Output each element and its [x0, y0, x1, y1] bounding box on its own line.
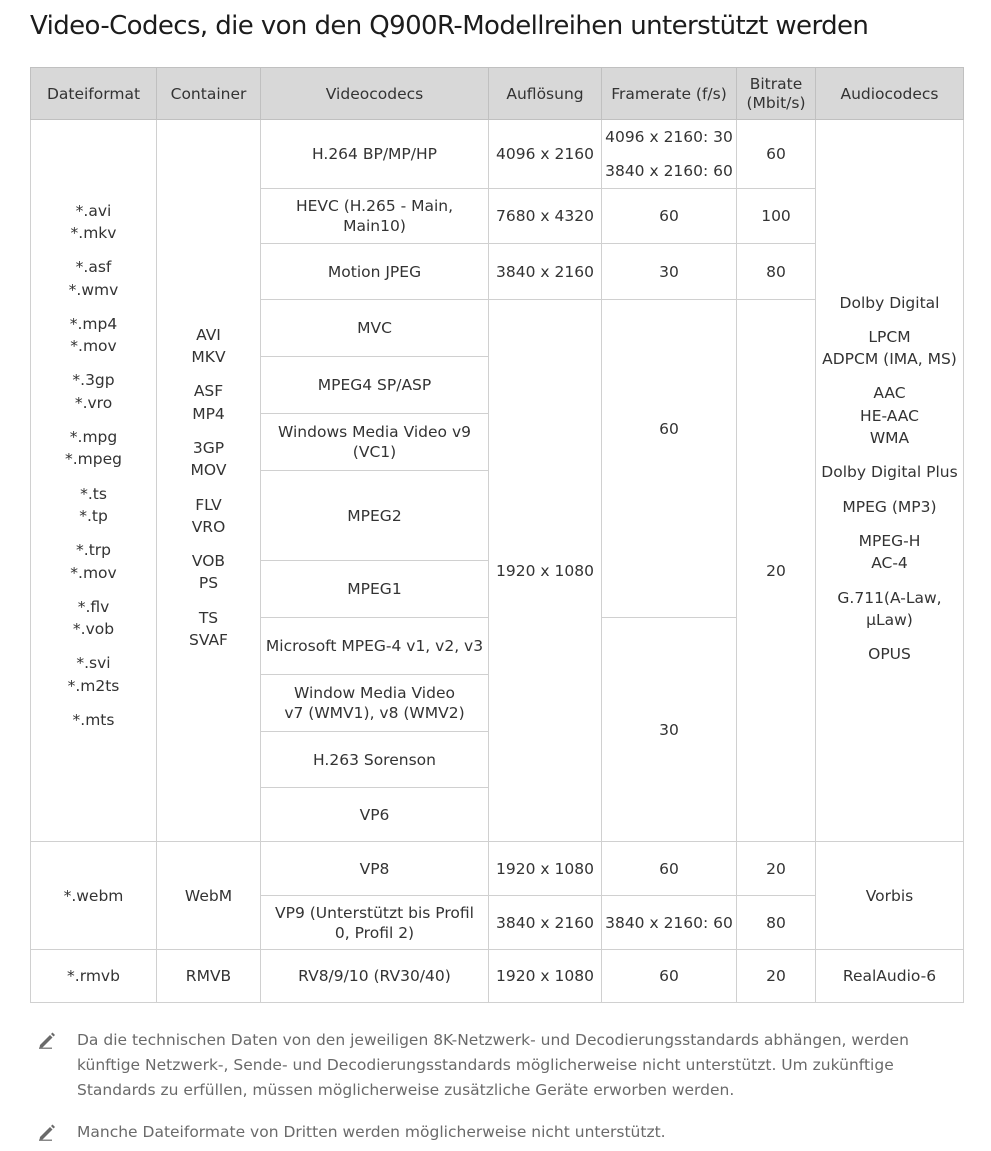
table-row [31, 120, 964, 189]
format-item: *.avi [75, 201, 112, 220]
containers-cell [157, 120, 261, 842]
codec-cell: MPEG2 [261, 471, 489, 561]
header-framerate: Framerate (f/s) [602, 68, 737, 120]
header-container: Container [157, 68, 261, 120]
bitrate-cell: 80 [737, 896, 816, 950]
format-item: *.mov [70, 337, 117, 356]
framerate-cell: 30 [602, 618, 737, 842]
format-item: *.svi [76, 654, 111, 673]
codec-table [30, 67, 964, 1003]
resolution-cell: 1920 x 1080 [489, 300, 602, 842]
framerate-cell: 3840 x 2160: 60 [602, 896, 737, 950]
formats-cell [31, 120, 157, 842]
table-row [31, 842, 964, 896]
resolution-cell: 4096 x 2160 [489, 120, 602, 189]
page-title: Video-Codecs, die von den Q900R-Modellreihen unterstützt werden [30, 11, 869, 41]
format-item: *.m2ts [67, 676, 120, 695]
audio-item: G.711(A-Law, µLaw) [837, 588, 942, 629]
codec-cell: MVC [261, 300, 489, 357]
resolution-cell: 3840 x 2160 [489, 896, 602, 950]
audio-item: ADPCM (IMA, MS) [822, 350, 957, 369]
container-cell: WebM [157, 842, 261, 950]
resolution-cell: 3840 x 2160 [489, 244, 602, 300]
codec-cell: Window Media Video v7 (WMV1), v8 (WMV2) [261, 675, 489, 732]
bitrate-cell: 20 [737, 300, 816, 842]
resolution-cell: 7680 x 4320 [489, 189, 602, 244]
audio-cell: Vorbis [816, 842, 964, 950]
header-videocodecs: Videocodecs [261, 68, 489, 120]
codec-cell: Windows Media Video v9 (VC1) [261, 414, 489, 471]
format-item: *.vob [72, 620, 115, 639]
framerate-cell: 60 [602, 842, 737, 896]
bitrate-cell: 20 [737, 842, 816, 896]
container-item: MP4 [192, 404, 225, 423]
codec-cell: HEVC (H.265 - Main, Main10) [261, 189, 489, 244]
header-row [31, 68, 964, 120]
audio-item: OPUS [868, 645, 911, 664]
container-item: MOV [190, 461, 227, 480]
pencil-icon [38, 1123, 56, 1141]
note-item [30, 1028, 960, 1103]
audio-item: HE-AAC [860, 406, 919, 425]
audio-list [819, 292, 960, 666]
audio-item: Dolby Digital [839, 293, 940, 312]
container-list [160, 324, 257, 652]
format-item: *.trp [76, 541, 111, 560]
codec-cell: VP8 [261, 842, 489, 896]
header-audiocodecs: Audiocodecs [816, 68, 964, 120]
codec-cell: RV8/9/10 (RV30/40) [261, 950, 489, 1003]
framerate-cell: 60 [602, 950, 737, 1003]
framerate-cell: 60 [602, 189, 737, 244]
codec-cell: Motion JPEG [261, 244, 489, 300]
format-item: *.3gp [72, 371, 115, 390]
container-item: MKV [191, 348, 226, 367]
codec-cell: MPEG4 SP/ASP [261, 357, 489, 414]
resolution-cell: 1920 x 1080 [489, 842, 602, 896]
audio-cell [816, 120, 964, 842]
container-item: VRO [191, 517, 226, 536]
audio-item: AAC [873, 384, 906, 403]
pencil-icon [38, 1031, 56, 1049]
header-dateiformat: Dateiformat [31, 68, 157, 120]
header-bitrate: Bitrate (Mbit/s) [737, 68, 816, 120]
format-item: *.tp [79, 506, 108, 525]
audio-item: WMA [869, 429, 910, 448]
container-item: PS [198, 574, 219, 593]
format-item: *.mkv [70, 223, 117, 242]
format-item: *.mpeg [65, 450, 122, 469]
codec-cell: VP9 (Unterstützt bis Profil 0, Profil 2) [261, 896, 489, 950]
audio-cell: RealAudio-6 [816, 950, 964, 1003]
format-item: *.mp4 [69, 314, 118, 333]
container-item: ASF [193, 382, 224, 401]
bitrate-cell: 80 [737, 244, 816, 300]
format-item: *.mpg [69, 428, 118, 447]
audio-item: AC-4 [871, 554, 908, 573]
container-cell: RMVB [157, 950, 261, 1003]
resolution-cell: 1920 x 1080 [489, 950, 602, 1003]
format-item: *.ts [80, 484, 107, 503]
notes [30, 1028, 960, 1145]
format-item: *.mts [72, 711, 115, 730]
container-item: FLV [195, 495, 222, 514]
format-item: *.vro [74, 393, 113, 412]
codec-cell: H.263 Sorenson [261, 732, 489, 788]
format-list [34, 200, 153, 732]
format-cell: *.rmvb [31, 950, 157, 1003]
framerate-cell: 30 [602, 244, 737, 300]
note-text: Da die technischen Daten von den jeweiligen 8K-Netzwerk- und Decodierungsstandards abhängen, werden künftige Netzwerk-, Sende- und Decodierungsstandards möglicherweise nicht unterstützt. Um zukünftige Standards zu erfüllen, müssen möglicherweise zusätzliche Geräte erworben werden. [77, 1031, 909, 1099]
container-item: TS [198, 608, 219, 627]
framerate-cell: 60 [602, 300, 737, 618]
codec-cell: MPEG1 [261, 561, 489, 618]
bitrate-cell: 20 [737, 950, 816, 1003]
container-item: SVAF [189, 630, 228, 649]
note-text: Manche Dateiformate von Dritten werden möglicherweise nicht unterstützt. [77, 1123, 666, 1141]
format-cell: *.webm [31, 842, 157, 950]
bitrate-cell: 60 [737, 120, 816, 189]
format-item: *.wmv [68, 280, 119, 299]
container-item: 3GP [192, 438, 225, 457]
header-aufloesung: Auflösung [489, 68, 602, 120]
container-item: VOB [191, 552, 226, 571]
note-item [30, 1120, 960, 1145]
audio-item: LPCM [868, 327, 911, 346]
framerate-cell: 4096 x 2160: 30 3840 x 2160: 60 [602, 120, 737, 189]
container-item: AVI [196, 325, 221, 344]
codec-cell: H.264 BP/MP/HP [261, 120, 489, 189]
audio-item: Dolby Digital Plus [821, 463, 958, 482]
audio-item: MPEG-H [858, 531, 921, 550]
codec-cell: Microsoft MPEG-4 v1, v2, v3 [261, 618, 489, 675]
table-row [31, 950, 964, 1003]
format-item: *.flv [77, 597, 110, 616]
bitrate-cell: 100 [737, 189, 816, 244]
format-item: *.mov [70, 563, 117, 582]
audio-item: MPEG (MP3) [842, 497, 937, 516]
codec-cell: VP6 [261, 788, 489, 842]
format-item: *.asf [75, 258, 112, 277]
